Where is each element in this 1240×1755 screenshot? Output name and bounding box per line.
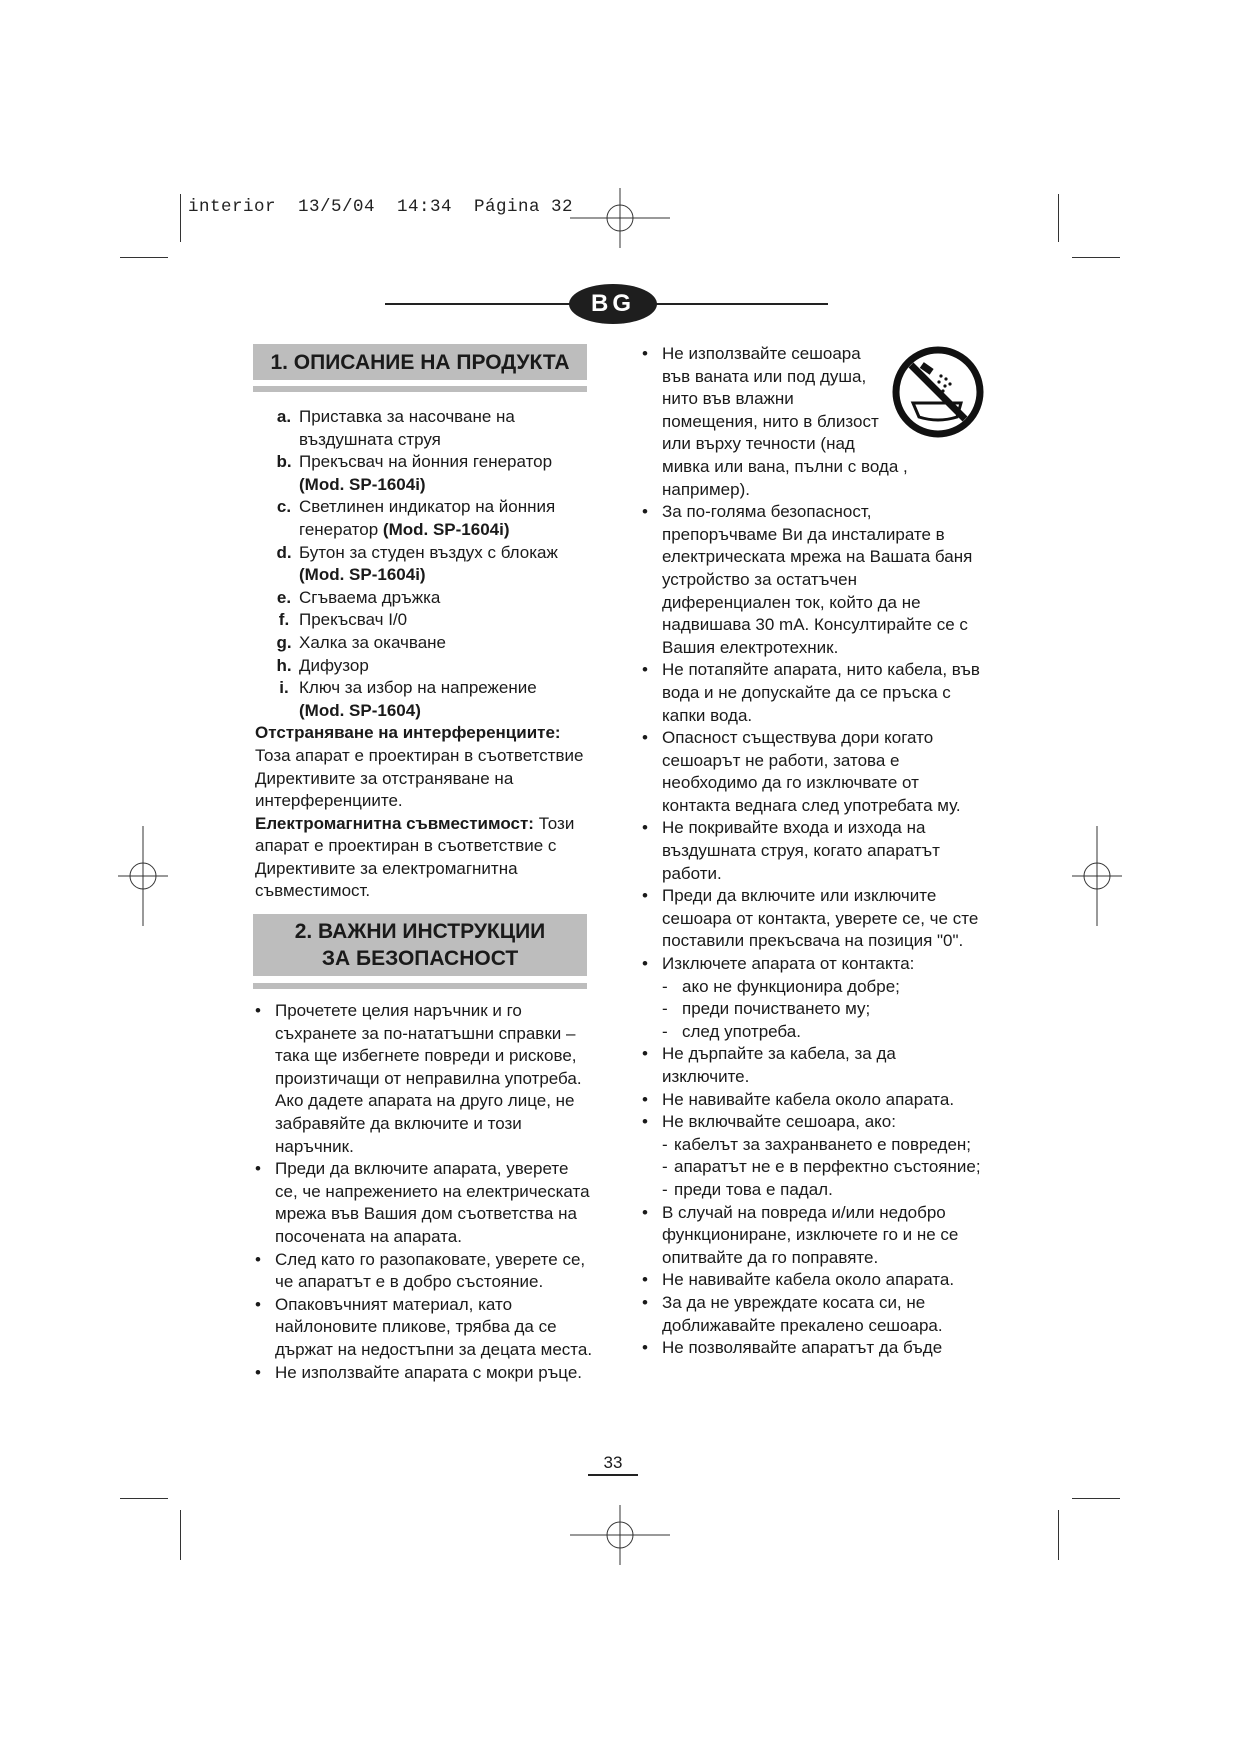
section-1-heading-text: 1. ОПИСАНИЕ НА ПРОДУКТА	[270, 350, 570, 374]
legend-item: d. Бутон за студен въздух с блокаж (Mod. SP-1604i)	[276, 542, 558, 585]
crop-mark-top-right-horizontal	[1072, 257, 1120, 258]
safety-instructions-right	[640, 343, 985, 1360]
safety-item: • Не използвайте апарата с мокри ръце.	[253, 1362, 595, 1385]
model-note: (Mod. SP-1604i)	[299, 565, 426, 585]
legend-item: a. Приставка за насочване на въздушната струя	[276, 407, 515, 449]
page-number: 33	[603, 1453, 623, 1472]
no-shower-bath-icon	[891, 345, 985, 439]
safety-item: • Преди да включите апарата, уверете се, че напрежението на електрическата мрежа във Вашия дом съответства на посочената на апарата.	[253, 1158, 595, 1248]
safety-item: • Не потапяйте апарата, нито кабела, във вода и не допускайте да се пръска с капки вода.	[640, 659, 985, 727]
safety-item: • За да не увреждате косата си, не доближавайте прекалено сешоара.	[640, 1292, 985, 1337]
model-note: (Mod. SP-1604i)	[382, 519, 510, 539]
dont-use-subitem: - преди това е падал.	[662, 1179, 985, 1202]
interference-text: Тоза апарат е проектиран в съответствие Директивите за отстраняване на интерференциите.	[255, 745, 584, 811]
section-2-heading	[253, 914, 587, 976]
registration-mark-bottom	[570, 1505, 670, 1565]
unplug-sublist	[662, 976, 985, 1044]
safety-item: • Не навивайте кабела около апарата.	[640, 1089, 985, 1112]
safety-list-right	[640, 343, 985, 1360]
section-2-heading-underbar	[253, 983, 587, 989]
crop-mark-top-right-vertical	[1058, 194, 1059, 242]
safety-item-bath-warning: • Не използвайте сешоара във ваната или под душа, нито във влажни помещения, нито в близост или върху течности (над мивка или вана, пълни с вода , например).	[640, 343, 985, 501]
safety-item: • За по-голяма безопасност, препоръчваме Ви да инсталирате в електрическата мрежа на Вашата баня устройство за остатъчен диференциален ток, който да не надвишава 30 mA. Консултирайте се с Вашия електротехник.	[640, 501, 985, 659]
language-badge: BG	[569, 284, 657, 324]
dont-use-sublist	[662, 1134, 985, 1202]
section-2-heading-line1: 2. ВАЖНИ ИНСТРУКЦИИ	[294, 920, 546, 943]
legend-item: g. Халка за окачване	[276, 632, 447, 652]
safety-item: • Опасност съществува дори когато сешоарът не работи, затова е необходимо да го изключвате от контакта веднага след употребата му.	[640, 727, 985, 817]
model-note: (Mod. SP-1604)	[299, 700, 421, 720]
print-slug-line: interior 13/5/04 14:34 Página 32	[188, 197, 574, 217]
safety-item: • В случай на повреда и/или недобро функциониране, изключете го и не се опитвайте да го поправяте.	[640, 1202, 985, 1270]
emc-title: Електромагнитна съвместимост:	[255, 813, 534, 833]
parts-legend	[255, 406, 595, 722]
legend-item: e. Сгъваема дръжка	[276, 587, 441, 607]
legend-item: i. Ключ за избор на напрежение (Mod. SP-1604)	[279, 678, 537, 720]
registration-mark-right	[1072, 826, 1122, 926]
product-description	[255, 406, 595, 903]
page-number-underline	[588, 1474, 638, 1476]
crop-mark-bottom-left-horizontal	[120, 1498, 168, 1499]
safety-item: • Не дърпайте за кабела, за да изключите.	[640, 1043, 985, 1088]
interference-paragraph	[255, 722, 595, 903]
safety-item: • Не навивайте кабела около апарата.	[640, 1269, 985, 1292]
crop-mark-bottom-right-vertical	[1058, 1510, 1059, 1560]
header-rule-right	[650, 303, 828, 305]
safety-item: • Не покривайте входа и изхода на въздушната струя, когато апаратът работи.	[640, 817, 985, 885]
header-rule-left	[385, 303, 575, 305]
crop-mark-bottom-right-horizontal	[1072, 1498, 1120, 1499]
interference-title: Отстраняване на интерференциите:	[255, 723, 561, 743]
legend-item: f. Прекъсвач I/0	[278, 610, 408, 630]
safety-item: • Не позволявайте апаратът да бъде	[640, 1337, 985, 1360]
crop-mark-top-left-horizontal	[120, 257, 168, 258]
section-1-heading	[253, 344, 587, 380]
unplug-subitem: - преди почистването му;	[662, 998, 985, 1021]
unplug-subitem: - след употреба.	[662, 1021, 985, 1044]
safety-list-left	[253, 1000, 595, 1384]
dont-use-subitem: - апаратът не е в перфектно състояние;	[662, 1156, 985, 1179]
emc-text: Този апарат е проектиран в съответствие с Директивите за електромагнитна съвместимост.	[255, 813, 575, 901]
legend-item: c. Светлинен индикатор на йонния генератор (Mod. SP-1604i)	[276, 497, 556, 539]
safety-item: • Преди да включите или изключите сешоара от контакта, уверете се, че сте поставили прекъсвача на позиция "0".	[640, 885, 985, 953]
safety-item: • Прочетете целия наръчник и го съхранете за по-нататъшни справки – така ще избегнете повреди и рискове, произтичащи от неправилна употреба. Ако дадете апарата на друго лице, не забравяйте да включите и този наръчник.	[253, 1000, 595, 1158]
registration-mark-top	[570, 188, 670, 248]
unplug-subitem: - ако не функционира добре;	[662, 976, 985, 999]
safety-item-dont-use: • Не включвайте сешоара, ако: - кабелът за захранването е повреден; - апаратът не е в перфектно състояние; - преди това е падал.	[640, 1111, 985, 1201]
safety-instructions-left	[253, 1000, 595, 1384]
crop-mark-top-left-vertical	[180, 194, 181, 242]
legend-item: h. Дифузор	[276, 655, 369, 675]
safety-item: • След като го разопаковате, уверете се, че апаратът е в добро състояние.	[253, 1249, 595, 1294]
section-1-heading-underbar	[253, 386, 587, 392]
safety-item-unplug: • Изключете апарата от контакта: - ако не функционира добре; - преди почистването му; - след употреба.	[640, 953, 985, 1043]
registration-mark-left	[118, 826, 168, 926]
legend-item: b. Прекъсвач на йонния генератор (Mod. SP-1604i)	[276, 452, 553, 494]
dont-use-subitem: - кабелът за захранването е повреден;	[662, 1134, 985, 1157]
crop-mark-bottom-left-vertical	[180, 1510, 181, 1560]
safety-item: • Опаковъчният материал, като найлоновите пликове, трябва да се държат на недостъпни за децата места.	[253, 1294, 595, 1362]
section-2-heading-line2: ЗА БЕЗОПАСНОСТ	[321, 947, 519, 970]
model-note: (Mod. SP-1604i)	[299, 474, 426, 494]
